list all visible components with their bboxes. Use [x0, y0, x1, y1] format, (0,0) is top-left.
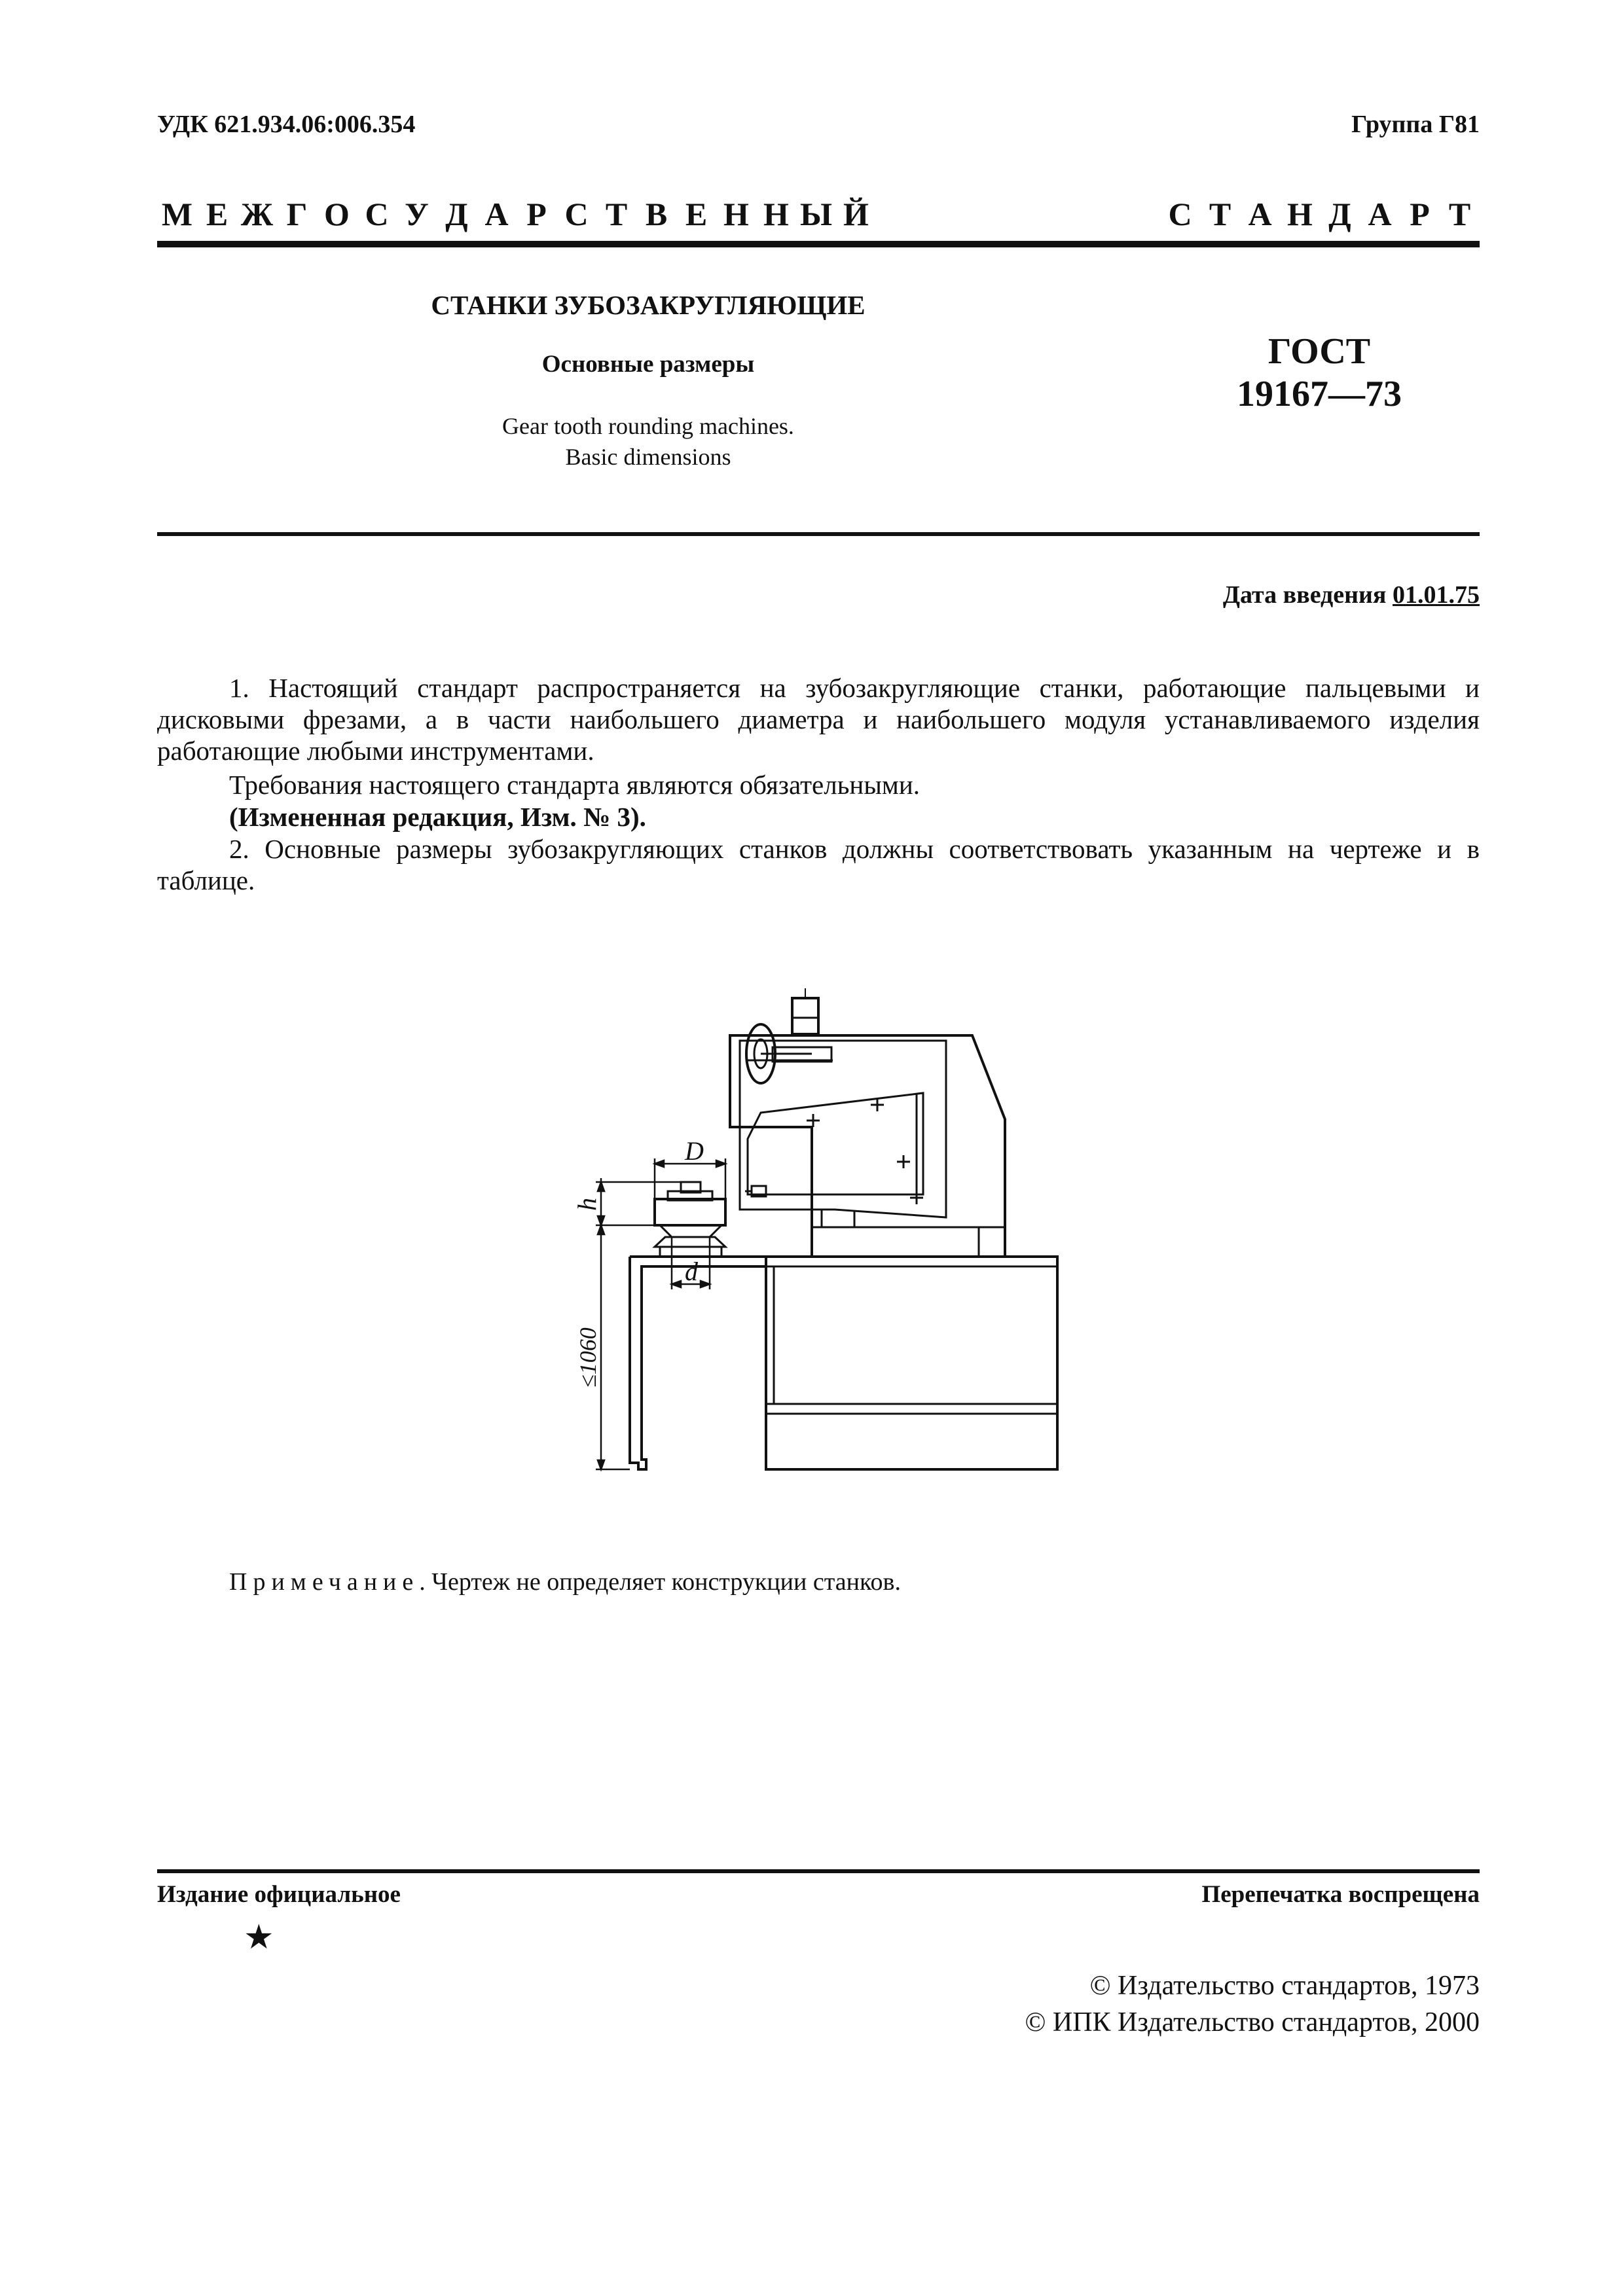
middle-rule	[157, 532, 1480, 536]
copyright-2000: © ИПК Издательство стандартов, 2000	[1025, 2007, 1480, 2037]
tool-head	[740, 1041, 946, 1217]
standard-type-band	[157, 195, 1480, 233]
date-label: Дата введения	[1222, 581, 1387, 609]
tool-slide	[748, 1093, 923, 1194]
udk-code: УДК 621.934.06:006.354	[157, 111, 416, 138]
workpiece	[655, 1182, 725, 1257]
standard-title: СТАНКИ ЗУБОЗАКРУГЛЯЮЩИЕ	[431, 290, 866, 320]
bottom-rule	[157, 1869, 1480, 1873]
reprint-prohibited: Перепечатка воспрещена	[1201, 1881, 1480, 1908]
label-h: h	[572, 1198, 602, 1211]
star-icon: ★	[244, 1919, 274, 1956]
copyright-1973: © Издательство стандартов, 1973	[1089, 1971, 1480, 2001]
machine-drawing	[572, 988, 1074, 1473]
machine-column	[730, 1035, 1005, 1257]
paragraph-2: Требования настоящего стандарта являются обязательными.	[229, 770, 921, 800]
label-height-limit: ≤1060	[575, 1327, 601, 1388]
english-title-line2: Basic dimensions	[565, 444, 731, 470]
note-text: . Чертеж не определяет конструкции станков.	[419, 1568, 901, 1596]
gost-number: 19167—73	[1237, 374, 1402, 414]
dimension-h-and-height	[596, 1178, 681, 1469]
band-word-interstate: М Е Ж Г О С У Д А Р С Т В Е Н Н Ы Й	[161, 196, 869, 232]
machine-base	[766, 1257, 1057, 1469]
paragraph-3: 2. Основные размеры зубозакругляющих станков должны соответствовать указанным на чертеже и в таблице.	[157, 834, 1480, 895]
date-value: 01.01.75	[1393, 581, 1480, 609]
band-word-standard: С Т А Н Д А Р Т	[1168, 196, 1471, 232]
gost-label: ГОСТ	[1267, 331, 1371, 372]
paragraph-1: 1. Настоящий стандарт распространяется на зубозакругляющие станки, работающие пальцевыми и дисковыми фрезами, а в части наибольшего диаметра и наибольшего модуля устанавливаемого изделия работающие любыми инструментами.	[157, 673, 1480, 766]
group-code: Группа Г81	[1351, 111, 1480, 138]
label-d: d	[685, 1257, 698, 1286]
official-edition: Издание официальное	[157, 1881, 401, 1908]
standard-subtitle: Основные размеры	[541, 351, 755, 378]
english-title-line1: Gear tooth rounding machines.	[502, 413, 794, 439]
top-rule	[157, 241, 1480, 247]
note-prefix: Примечание	[229, 1568, 420, 1596]
top-spindle	[792, 998, 818, 1034]
handwheel-icon	[746, 1024, 833, 1083]
left-pedestal	[630, 1257, 766, 1469]
introduction-date	[1223, 581, 1480, 609]
paragraph-amendment: (Измененная редакция, Изм. № 3).	[229, 802, 646, 832]
drawing-note	[229, 1568, 901, 1596]
label-D: D	[685, 1136, 704, 1166]
